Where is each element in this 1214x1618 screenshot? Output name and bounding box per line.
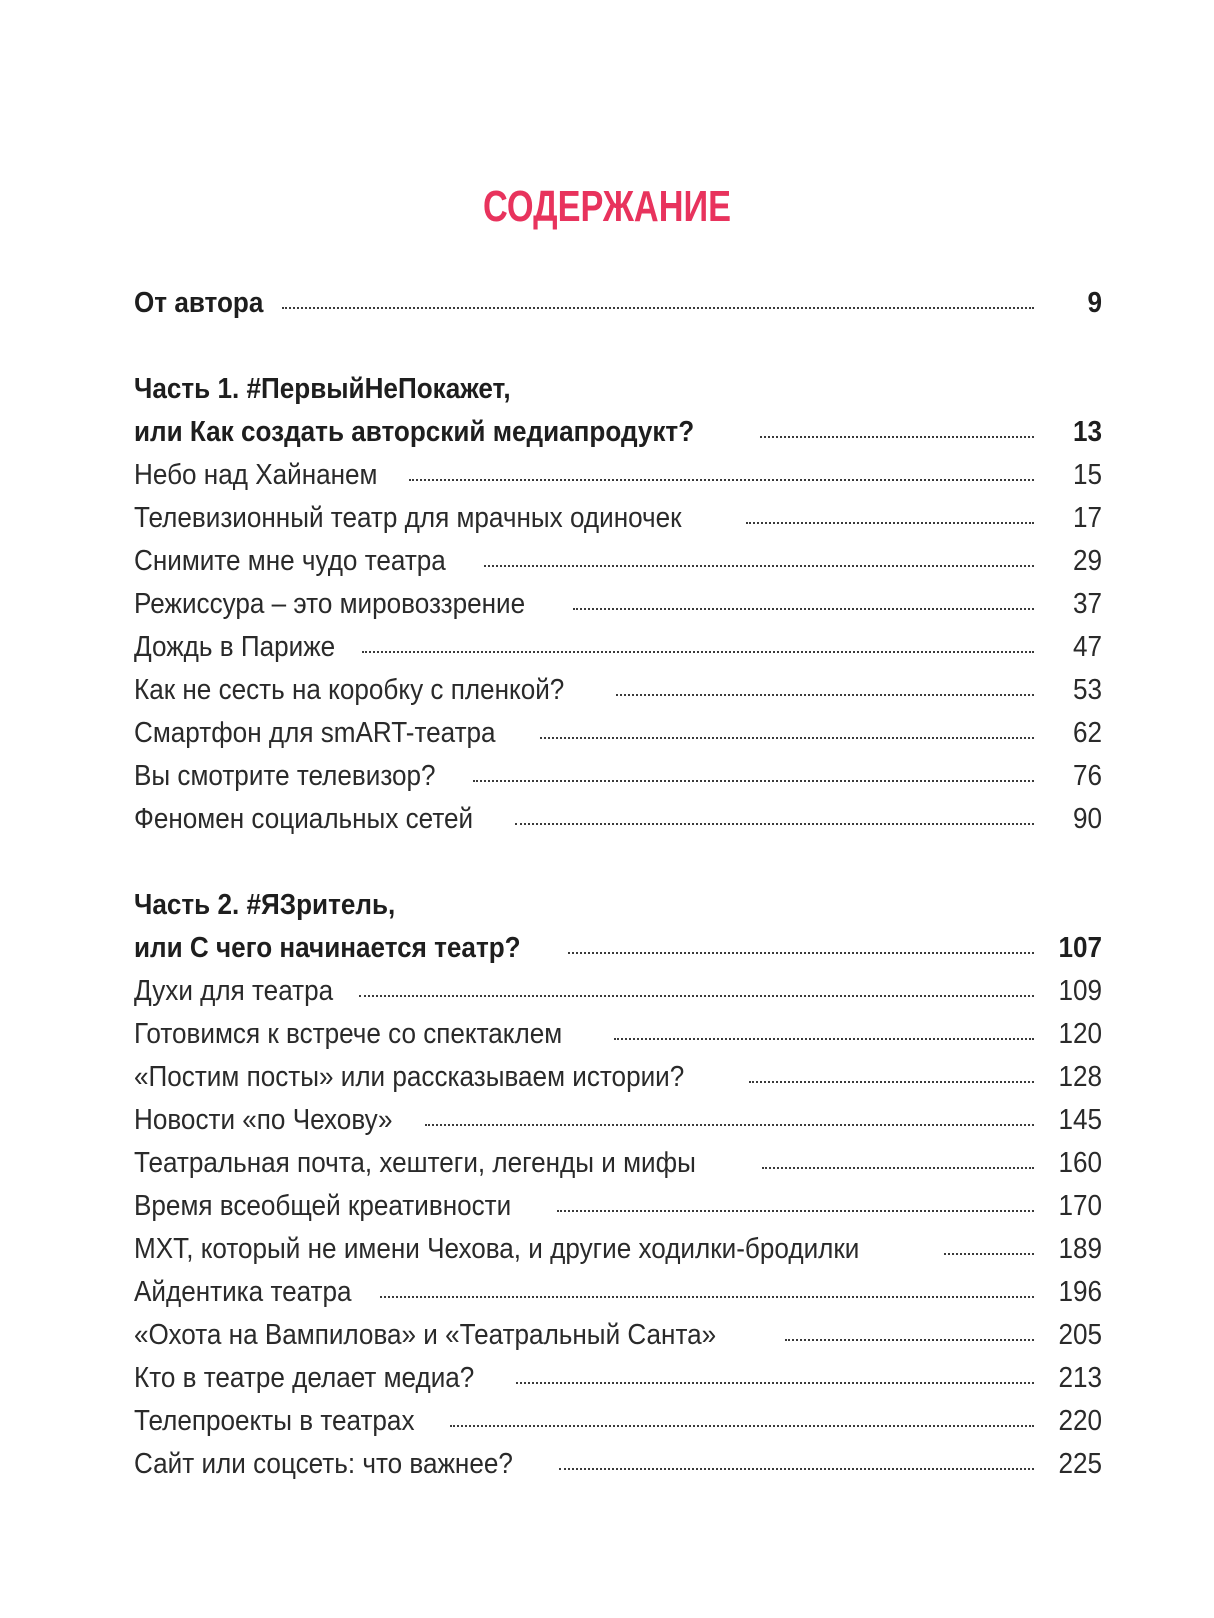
toc-entry[interactable] bbox=[134, 1142, 1102, 1185]
toc-page-number: 170 bbox=[1058, 1190, 1102, 1222]
toc-label: Кто в театре делает медиа? bbox=[134, 1362, 475, 1394]
toc-entry[interactable] bbox=[134, 1443, 1102, 1486]
toc-page-number: 90 bbox=[1072, 803, 1102, 835]
dot-leader bbox=[559, 1468, 1034, 1470]
toc-entry[interactable] bbox=[134, 1314, 1102, 1357]
toc-label: Телевизионный театр для мрачных одиночек bbox=[134, 502, 682, 534]
part2-heading: Часть 2. #ЯЗритель, bbox=[134, 889, 396, 921]
toc-label: Готовимся к встрече со спектаклем bbox=[134, 1018, 563, 1050]
toc-page-number: 76 bbox=[1072, 760, 1102, 792]
toc-label: Как не сесть на коробку с пленкой? bbox=[134, 674, 565, 706]
dot-leader bbox=[282, 307, 1034, 309]
toc-label: «Постим посты» или рассказываем истории? bbox=[134, 1061, 685, 1093]
toc-page-number: 205 bbox=[1058, 1319, 1102, 1351]
toc-page-number: 213 bbox=[1058, 1362, 1102, 1394]
toc-page-number: 13 bbox=[1072, 416, 1102, 448]
toc-entry[interactable] bbox=[134, 1013, 1102, 1056]
dot-leader bbox=[516, 1382, 1034, 1384]
toc-entry[interactable] bbox=[134, 626, 1102, 669]
toc-page-number: 53 bbox=[1072, 674, 1102, 706]
toc-label: Духи для театра bbox=[134, 975, 334, 1007]
toc-entry[interactable] bbox=[134, 1400, 1102, 1443]
toc-page-number: 189 bbox=[1058, 1233, 1102, 1265]
toc-entry[interactable] bbox=[134, 540, 1102, 583]
dot-leader bbox=[616, 694, 1034, 696]
dot-leader bbox=[540, 737, 1034, 739]
dot-leader bbox=[568, 952, 1034, 954]
toc-page-number: 225 bbox=[1058, 1448, 1102, 1480]
toc-page-number: 9 bbox=[1087, 287, 1102, 319]
dot-leader bbox=[573, 608, 1034, 610]
toc-entry[interactable] bbox=[134, 454, 1102, 497]
dot-leader bbox=[425, 1124, 1034, 1126]
toc-label: Театральная почта, хештеги, легенды и мифы bbox=[134, 1147, 696, 1179]
toc-entry[interactable] bbox=[134, 712, 1102, 755]
dot-leader bbox=[557, 1210, 1034, 1212]
toc-page-number: 120 bbox=[1058, 1018, 1102, 1050]
toc-label: Вы смотрите телевизор? bbox=[134, 760, 436, 792]
dot-leader bbox=[473, 780, 1034, 782]
toc-page-number: 109 bbox=[1058, 975, 1102, 1007]
dot-leader bbox=[484, 565, 1034, 567]
dot-leader bbox=[614, 1038, 1034, 1040]
toc-page-number: 15 bbox=[1072, 459, 1102, 491]
toc-label: или С чего начинается театр? bbox=[134, 932, 521, 964]
page-title: СОДЕРЖАНИЕ bbox=[482, 182, 732, 231]
dot-leader bbox=[760, 436, 1034, 438]
toc-entry[interactable] bbox=[134, 1271, 1102, 1314]
toc-page-number: 62 bbox=[1072, 717, 1102, 749]
dot-leader bbox=[515, 823, 1034, 825]
toc-entry[interactable] bbox=[134, 1056, 1102, 1099]
toc-label: Новости «по Чехову» bbox=[134, 1104, 393, 1136]
toc-label: Феномен социальных сетей bbox=[134, 803, 474, 835]
toc-label: Смартфон для smART-театра bbox=[134, 717, 496, 749]
dot-leader bbox=[746, 522, 1034, 524]
toc-entry[interactable] bbox=[134, 798, 1102, 841]
dot-leader bbox=[944, 1253, 1034, 1255]
dot-leader bbox=[409, 479, 1034, 481]
dot-leader bbox=[450, 1425, 1034, 1427]
toc-label: Сайт или соцсеть: что важнее? bbox=[134, 1448, 513, 1480]
toc-entry[interactable] bbox=[134, 1185, 1102, 1228]
toc-label: Режиссура – это мировоззрение bbox=[134, 588, 526, 620]
dot-leader bbox=[785, 1339, 1034, 1341]
toc-label: Телепроекты в театрах bbox=[134, 1405, 415, 1437]
table-of-contents bbox=[134, 282, 1102, 1486]
toc-label: Айдентика театра bbox=[134, 1276, 352, 1308]
toc-page-number: 29 bbox=[1072, 545, 1102, 577]
toc-label: Снимите мне чудо театра bbox=[134, 545, 446, 577]
toc-entry[interactable] bbox=[134, 669, 1102, 712]
toc-entry[interactable] bbox=[134, 497, 1102, 540]
toc-page-number: 17 bbox=[1072, 502, 1102, 534]
toc-label: МХТ, который не имени Чехова, и другие ходилки-бродилки bbox=[134, 1233, 860, 1265]
toc-entry[interactable] bbox=[134, 1357, 1102, 1400]
toc-entry[interactable] bbox=[134, 1099, 1102, 1142]
toc-label: От автора bbox=[134, 287, 264, 319]
toc-entry[interactable] bbox=[134, 755, 1102, 798]
toc-page-number: 220 bbox=[1058, 1405, 1102, 1437]
toc-entry[interactable] bbox=[134, 1228, 1102, 1271]
toc-page-number: 37 bbox=[1072, 588, 1102, 620]
dot-leader bbox=[749, 1081, 1034, 1083]
dot-leader bbox=[359, 995, 1034, 997]
toc-entry[interactable] bbox=[134, 970, 1102, 1013]
dot-leader bbox=[380, 1296, 1034, 1298]
toc-label: или Как создать авторский медиапродукт? bbox=[134, 416, 695, 448]
toc-page-number: 160 bbox=[1058, 1147, 1102, 1179]
toc-label: «Охота на Вампилова» и «Театральный Санта» bbox=[134, 1319, 717, 1351]
toc-label: Небо над Хайнанем bbox=[134, 459, 378, 491]
toc-page-number: 145 bbox=[1058, 1104, 1102, 1136]
toc-page-number: 47 bbox=[1072, 631, 1102, 663]
toc-entry[interactable] bbox=[134, 583, 1102, 626]
dot-leader bbox=[362, 651, 1034, 653]
toc-page-number: 196 bbox=[1058, 1276, 1102, 1308]
toc-part2[interactable] bbox=[134, 927, 1102, 970]
part1-heading: Часть 1. #ПервыйНеПокажет, bbox=[134, 373, 511, 405]
toc-page-number: 128 bbox=[1058, 1061, 1102, 1093]
toc-label: Дождь в Париже bbox=[134, 631, 336, 663]
dot-leader bbox=[762, 1167, 1034, 1169]
toc-part1[interactable] bbox=[134, 411, 1102, 454]
toc-page-number: 107 bbox=[1058, 932, 1102, 964]
toc-label: Время всеобщей креативности bbox=[134, 1190, 512, 1222]
toc-preface[interactable] bbox=[134, 282, 1102, 325]
